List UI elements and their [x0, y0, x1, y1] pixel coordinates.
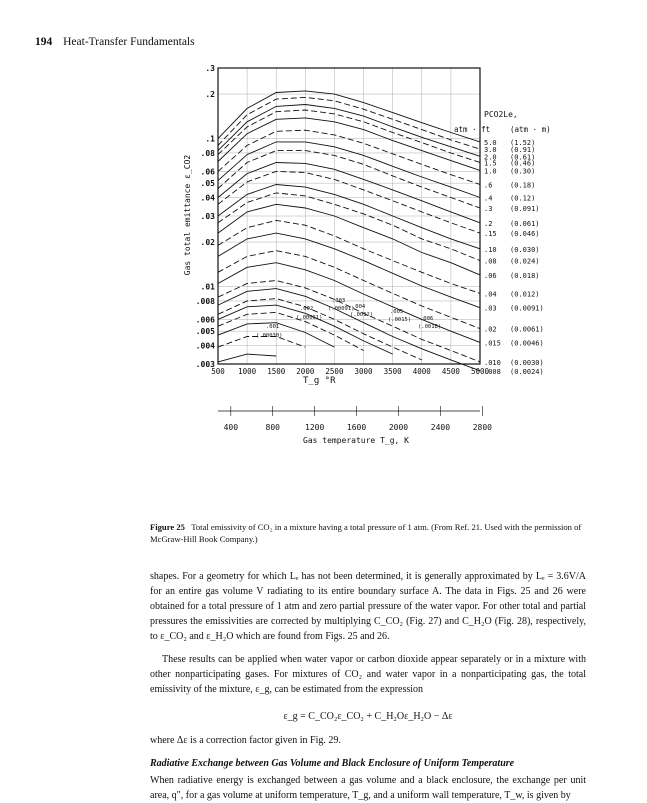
y-axis — [196, 64, 215, 369]
legend-unit-atm-ft: atm · ft — [454, 125, 491, 134]
legend-value-atm-m: (0.0030) — [510, 358, 544, 367]
x-axis-label-rankine: T_g °R — [303, 376, 336, 386]
series-line — [218, 299, 422, 360]
equation: ε_g = C_CO₂ε_CO₂ + C_H₂Oε_H₂O − Δε — [283, 711, 453, 722]
paragraph-3: where Δε is a correction factor given in Fig. 29. — [150, 735, 341, 746]
x-tick-label: 3500 — [383, 367, 402, 376]
x-tick-label: 4500 — [441, 367, 460, 376]
x-axis-kelvin — [218, 406, 492, 432]
legend-value-atm-m: (0.0061) — [510, 325, 544, 334]
legend-value-atm-m: (0.12) — [510, 194, 536, 203]
legend-value-atm-ft: .008 — [484, 367, 501, 376]
x-axis-rankine — [211, 367, 489, 376]
y-tick-label: .003 — [195, 360, 215, 369]
legend-title: PCO2Le, — [484, 110, 518, 119]
inline-label: (.00030) — [256, 333, 283, 339]
series-line — [218, 105, 480, 157]
inline-label: (.0018) — [418, 324, 442, 330]
x-tick-label: 1000 — [238, 367, 257, 376]
legend-value-atm-m: (0.0046) — [510, 339, 544, 348]
legend-value-atm-ft: .03 — [484, 304, 497, 313]
legend-value-atm-ft: .04 — [484, 290, 497, 299]
x-tick-label: 3000 — [354, 367, 373, 376]
series-line — [218, 97, 480, 149]
legend-value-atm-ft: .3 — [484, 204, 493, 213]
kelvin-tick-label: 800 — [265, 423, 280, 432]
series-line — [218, 220, 480, 293]
legend-value-atm-m: (0.91) — [510, 146, 536, 155]
x-tick-label: 500 — [211, 367, 225, 376]
legend-value-atm-m: (0.46) — [510, 159, 536, 168]
legend-value-atm-m: (0.046) — [510, 230, 540, 239]
inline-label: (.0015) — [388, 317, 412, 323]
legend-value-atm-ft: .015 — [484, 339, 501, 348]
caption-text: Total emissivity of CO₂ in a mixture having a total pressure of 1 atm. (From Ref. 21. Used with the permission of McGraw-Hill Book Company.) — [150, 522, 582, 545]
y-tick-label: .02 — [200, 238, 215, 248]
legend-value-atm-m: (0.012) — [510, 290, 540, 299]
inline-label: .001 — [266, 324, 280, 330]
x-tick-label: 1500 — [267, 367, 286, 376]
legend-value-atm-ft: 1.5 — [484, 159, 497, 168]
page-number: 194 — [35, 36, 53, 48]
kelvin-tick-label: 2400 — [430, 423, 451, 432]
paragraph-2: These results can be applied when water vapor or carbon dioxide appear separately or in a mixture with other nonparticipating gases. For mixtures of CO₂ and water vapor in a nonparticipating gas, the total emissivity of the mixture, ε_g, can be estimated from the expression — [150, 654, 586, 695]
y-tick-label: .04 — [200, 193, 215, 203]
legend-value-atm-m: (0.0091) — [510, 304, 544, 313]
legend-value-atm-ft: .10 — [484, 245, 497, 254]
legend-value-atm-m: (0.18) — [510, 181, 536, 190]
inline-label: (.00091) — [328, 306, 355, 312]
legend-value-atm-m: (0.30) — [510, 167, 536, 176]
legend-value-atm-ft: .6 — [484, 181, 493, 190]
series-line — [218, 312, 364, 350]
y-tick-label: .2 — [205, 90, 215, 100]
kelvin-tick-label: 1600 — [346, 423, 367, 432]
series-line — [218, 281, 480, 362]
legend-value-atm-m: (0.030) — [510, 245, 540, 254]
inline-label: .004 — [352, 304, 366, 310]
x-axis-label-kelvin: Gas temperature T_g, K — [303, 436, 409, 445]
legend-value-atm-m: (0.0024) — [510, 367, 544, 376]
y-tick-label: .01 — [200, 282, 215, 292]
legend-value-atm-ft: .15 — [484, 230, 497, 239]
inline-label: (.0012) — [350, 312, 374, 318]
series-line — [218, 233, 480, 308]
legend-value-atm-ft: .010 — [484, 358, 501, 367]
paragraph-4: When radiative energy is exchanged between a gas volume and a black enclosure, the exchange per unit area, q″, for a gas volume at uniform temperature, T_g, and a uniform wall temperature, T_w, is given by — [150, 775, 586, 801]
legend-value-atm-ft: 3.0 — [484, 146, 497, 155]
legend-value-atm-ft: 2.0 — [484, 153, 497, 162]
running-title: Heat-Transfer Fundamentals — [63, 36, 195, 48]
chart-legend — [454, 110, 551, 376]
caption-label: Figure 25 — [150, 522, 185, 532]
series-line — [218, 171, 480, 233]
legend-unit-atm-m: (atm · m) — [510, 125, 551, 134]
section-heading: Radiative Exchange between Gas Volume and Black Enclosure of Uniform Temperature — [150, 758, 515, 769]
y-tick-label: .06 — [200, 167, 215, 177]
inline-label: .002 — [300, 306, 314, 312]
legend-value-atm-ft: .4 — [484, 194, 493, 203]
y-tick-label: .004 — [195, 341, 215, 351]
inline-label: .005 — [390, 309, 404, 315]
legend-value-atm-m: (0.024) — [510, 257, 540, 266]
kelvin-tick-label: 400 — [223, 423, 239, 432]
y-tick-label: .08 — [200, 148, 215, 158]
series-line — [218, 118, 480, 170]
y-tick-label: .1 — [205, 134, 215, 144]
y-tick-label: .03 — [200, 212, 215, 221]
legend-value-atm-m: (0.061) — [510, 219, 540, 228]
legend-value-atm-ft: .08 — [484, 257, 497, 266]
x-tick-label: 4000 — [412, 367, 431, 376]
x-tick-label: 5000 — [470, 367, 490, 376]
legend-value-atm-m: (0.091) — [510, 204, 540, 213]
legend-value-atm-m: (1.52) — [510, 138, 536, 147]
series-line — [218, 263, 480, 343]
kelvin-tick-label: 2800 — [472, 423, 492, 432]
kelvin-tick-label: 2000 — [388, 423, 409, 432]
series-line — [218, 185, 480, 249]
legend-value-atm-ft: .02 — [484, 325, 497, 334]
y-tick-label: .008 — [195, 296, 215, 306]
figure-caption — [150, 521, 586, 545]
x-tick-label: 2000 — [296, 367, 315, 376]
legend-value-atm-m: (0.018) — [510, 271, 540, 280]
series-line — [218, 204, 480, 275]
y-tick-label: .006 — [195, 315, 215, 325]
kelvin-tick-label: 1200 — [305, 423, 325, 432]
legend-value-atm-ft: .06 — [484, 271, 497, 280]
x-tick-label: 2500 — [325, 367, 344, 376]
inline-label: (.00061) — [296, 315, 323, 321]
legend-value-atm-ft: .2 — [484, 219, 493, 228]
y-axis-label: Gas total emittance ε_CO2 — [183, 154, 192, 276]
y-tick-label: .005 — [195, 327, 215, 337]
inline-label: .003 — [332, 298, 346, 304]
series-line — [218, 193, 480, 261]
legend-value-atm-ft: 1.0 — [484, 167, 497, 176]
paragraph-1: shapes. For a geometry for which Lₑ has not been determined, it is generally approximated by Lₑ = 3.6V/A for an entire gas volume V radiating to its entire boundary surface A. The data in Figs. 25 and 26 were obtained for a total pressure of 1 atm and zero partial pressure of the water vapor. For other total and partial pressures the emissivities are corrected by multiplying C_CO₂ (Fig. 27) and C_H₂O (Fig. 28), respectively, to ε_CO₂ and ε_H₂O which are found from Figs. 25 and 26. — [150, 571, 586, 642]
series-line — [218, 251, 480, 329]
legend-value-atm-m: (0.61) — [510, 153, 536, 162]
inline-label: .006 — [420, 316, 434, 322]
y-tick-label: .3 — [205, 64, 215, 73]
legend-value-atm-ft: 5.0 — [484, 138, 497, 147]
y-tick-label: .05 — [200, 179, 215, 189]
